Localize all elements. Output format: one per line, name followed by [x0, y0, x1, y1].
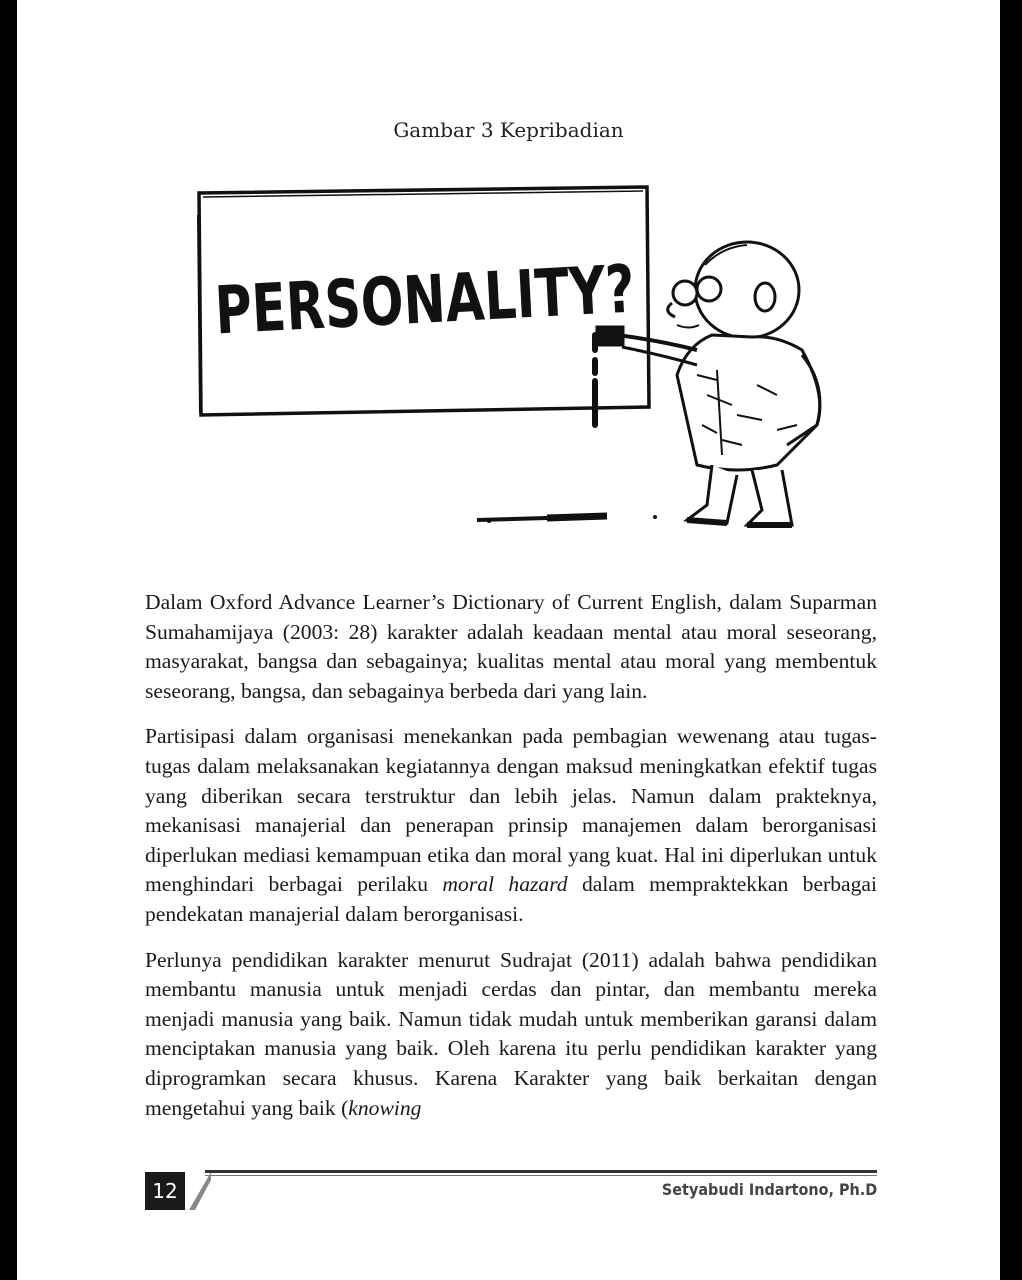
paragraph-2: [145, 722, 877, 929]
paragraph-1: Dalam Oxford Advance Learner’s Dictionary of Current English, dalam Suparman Sumahamijaya (2003: 28) karakter adalah keadaan mental atau moral seseorang, masyarakat, bangsa dan sebagainya; kualitas mental atau moral yang membentuk seseorang, bangsa, dan sebagainya berbeda dari yang lain.: [145, 590, 877, 703]
paragraph-3-emphasis: knowing: [348, 1095, 422, 1120]
paragraph-2-text: Partisipasi dalam organisasi menekankan pada pembagian wewenang atau tugas-tugas dalam melaksanakan kegiatannya dengan maksud meningkatkan efektif tugas yang diberikan secara terstruktur dan lebih jelas. Namun dalam prakteknya, mekanisasi manajerial dan penerapan prinsip manajemen dalam berorganisasi diperlukan mediasi kemampuan etika dan moral yang kuat. Hal ini diperlukan untuk menghindari berbagai perilaku: [145, 724, 877, 897]
footer-rule: [205, 1170, 877, 1173]
paragraph-3-text: Perlunya pendidikan karakter menurut Sudrajat (2011) adalah bahwa pendidikan membantu manusia untuk menjadi cerdas dan pintar, dan membantu mereka menjadi manusia yang baik. Namun tidak mudah untuk memberikan garansi dalam menciptakan manusia yang baik. Oleh karena itu perlu pendidikan karakter yang diprogramkan secara khusus. Karena Karakter yang baik berkaitan dengan mengetahui yang baik (: [145, 947, 877, 1120]
sign-text: PERSONALITY?: [213, 243, 769, 350]
paragraph-2-emphasis: moral hazard: [442, 872, 568, 897]
body-text: [145, 588, 877, 1139]
book-page: [17, 0, 1000, 1280]
paragraph-3: [145, 946, 877, 1124]
page-footer: [145, 1170, 877, 1212]
paragraph-2-text-end: dalam mempraktekkan berbagai pendekatan manajerial dalam berorganisasi.: [145, 872, 877, 926]
figure-caption: Gambar 3 Kepribadian: [393, 118, 624, 142]
footer-slash-icon: [185, 1170, 213, 1212]
page-number: 12: [145, 1172, 185, 1210]
personality-cartoon-figure: [177, 175, 857, 545]
footer-rule-thin: [205, 1175, 877, 1176]
author-name: Setyabudi Indartono, Ph.D: [661, 1180, 877, 1199]
